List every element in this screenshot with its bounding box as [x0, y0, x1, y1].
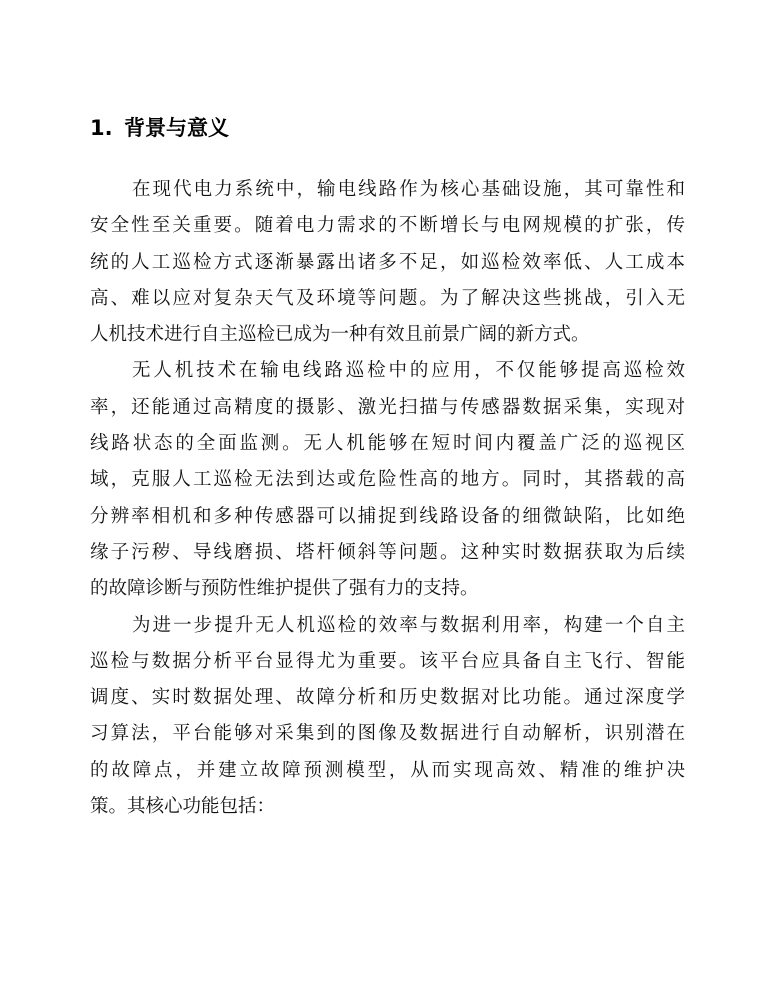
section-number: 1. — [90, 116, 113, 140]
text-line: 分辨率相机和多种传感器可以捕捉到线路设备的细微缺陷，比如绝 — [90, 505, 685, 527]
text-line: 高、难以应对复杂天气及环境等问题。为了解决这些挑战，引入无 — [90, 287, 685, 309]
paragraph — [90, 353, 685, 607]
text-line: 域，克服人工巡检无法到达或危险性高的地方。同时，其搭载的高 — [90, 469, 685, 491]
text-line: 的故障诊断与预防性维护提供了强有力的支持。 — [90, 578, 479, 600]
text-line: 习算法，平台能够对采集到的图像及数据进行自动解析，识别潜在 — [90, 723, 685, 745]
text-line: 调度、实时数据处理、故障分析和历史数据对比功能。通过深度学 — [90, 687, 685, 709]
paragraph — [90, 172, 685, 353]
text-line: 安全性至关重要。随着电力需求的不断增长与电网规模的扩张，传 — [90, 215, 685, 237]
text-line: 策。其核心功能包括： — [90, 796, 276, 818]
text-line: 无人机技术在输电线路巡检中的应用，不仅能够提高巡检效 — [132, 360, 685, 382]
text-line: 缘子污秽、导线磨损、塔杆倾斜等问题。这种实时数据获取为后续 — [90, 541, 685, 563]
text-line: 统的人工巡检方式逐渐暴露出诸多不足，如巡检效率低、人工成本 — [90, 251, 685, 273]
section-heading — [90, 113, 229, 143]
body-text — [90, 172, 685, 825]
text-line: 巡检与数据分析平台显得尤为重要。该平台应具备自主飞行、智能 — [90, 650, 685, 672]
text-line: 人机技术进行自主巡检已成为一种有效且前景广阔的新方式。 — [90, 324, 590, 346]
text-line: 为进一步提升无人机巡检的效率与数据利用率，构建一个自主 — [132, 614, 685, 636]
section-title: 背景与意义 — [124, 116, 229, 140]
text-line: 的故障点，并建立故障预测模型，从而实现高效、精准的维护决 — [90, 759, 685, 781]
text-line: 率，还能通过高精度的摄影、激光扫描与传感器数据采集，实现对 — [90, 396, 685, 418]
text-line: 在现代电力系统中，输电线路作为核心基础设施，其可靠性和 — [132, 179, 685, 200]
text-line: 线路状态的全面监测。无人机能够在短时间内覆盖广泛的巡视区 — [90, 433, 685, 455]
paragraph — [90, 608, 685, 826]
